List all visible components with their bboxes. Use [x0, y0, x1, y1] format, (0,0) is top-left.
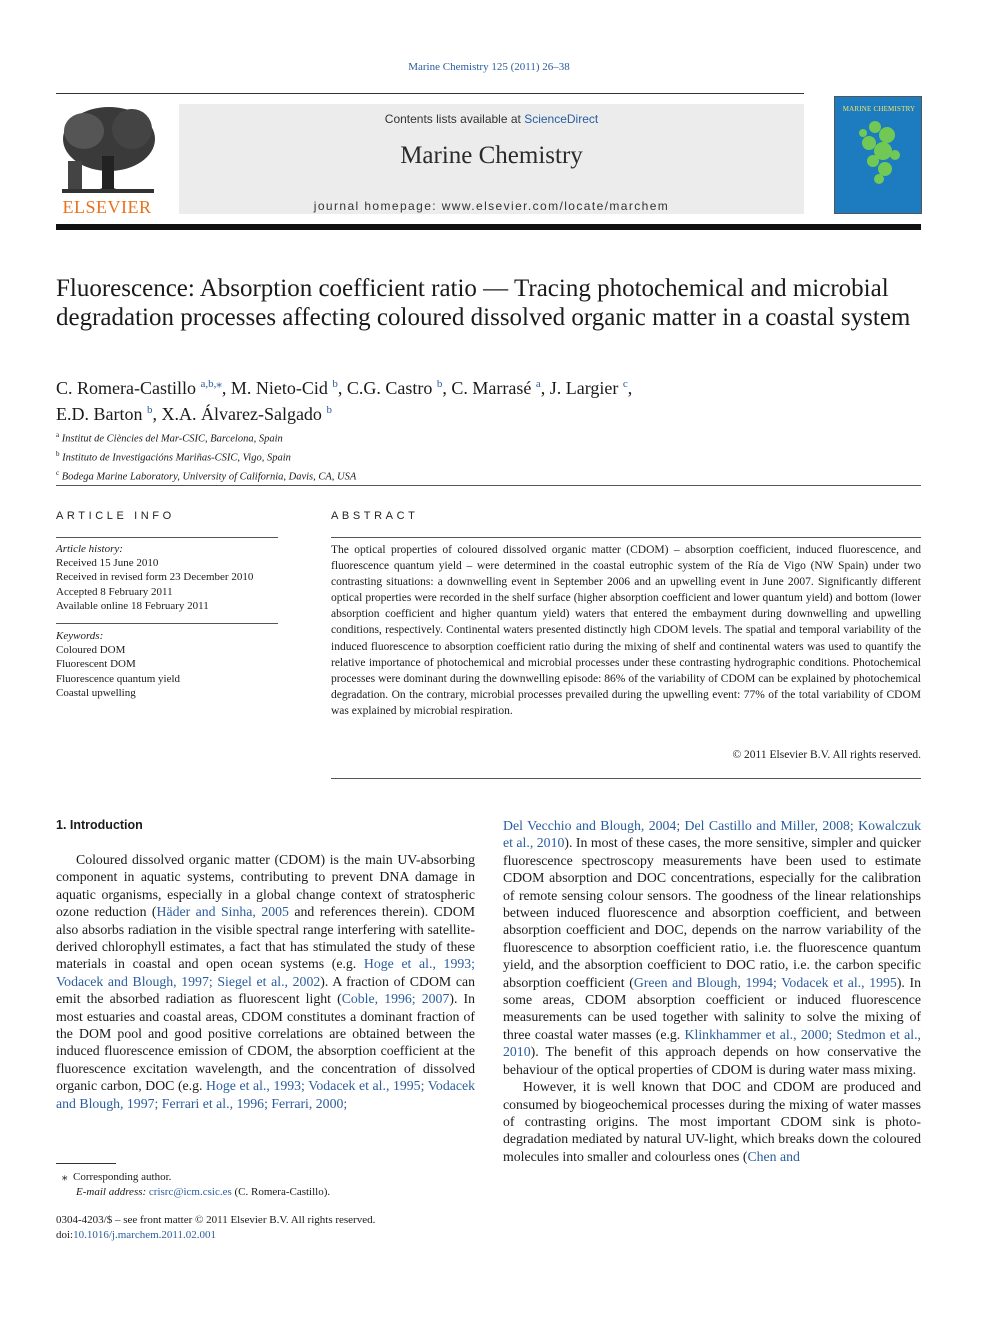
keyword-item: Fluorescent DOM	[56, 658, 136, 671]
author-separator: ,	[337, 378, 347, 398]
paragraph	[503, 1078, 921, 1165]
author-separator: ,	[442, 378, 452, 398]
affiliations	[56, 428, 356, 485]
abstract-rule	[331, 778, 921, 779]
doi-line	[56, 1228, 375, 1243]
affiliation-mark: c	[56, 469, 60, 477]
affiliation-mark: b	[56, 450, 60, 458]
journal-cover-image	[834, 96, 922, 214]
footnote-mark: ⁎	[62, 1171, 68, 1183]
section-heading-introduction: 1. Introduction	[56, 818, 143, 832]
author-affiliation-mark[interactable]: b	[332, 378, 338, 390]
author-separator: ,	[627, 378, 633, 398]
body-text: ). The benefit of this approach depends on how conservative the behaviour of the optical properties of CDOM is during water mass mixing.	[503, 1044, 921, 1077]
author-name[interactable]: M. Nieto-Cid	[230, 378, 328, 398]
affiliation-text: Bodega Marine Laboratory, University of California, Davis, CA, USA	[61, 471, 357, 483]
journal-banner	[179, 104, 804, 214]
history-item: Received in revised form 23 December 2010	[56, 571, 254, 584]
affiliation-item	[56, 428, 356, 447]
author-affiliation-mark[interactable]: c	[622, 378, 628, 390]
author-name[interactable]: C.G. Castro	[346, 378, 433, 398]
email-link[interactable]: crisrc@icm.csic.es	[148, 1186, 232, 1198]
footnote-line	[62, 1170, 330, 1185]
journal-homepage[interactable]: journal homepage: www.elsevier.com/locate/marchem	[313, 199, 670, 213]
author-name[interactable]: J. Largier	[549, 378, 619, 398]
body-text: However, it is well known that DOC and CDOM are produced and consumed by biogeochemical processes during the mixing of water masses of contrasting origins. The most important CDOM sink is photo-degradation mediated by natural UV-light, which breaks down the coloured molecules into smaller and colourless ones (	[503, 1079, 921, 1164]
affiliation-item	[56, 447, 356, 466]
abstract-rule	[331, 537, 921, 538]
journal-name: Marine Chemistry	[400, 142, 583, 169]
body-text: ). A fraction of CDOM can emit the absorbed radiation as fluorescent light (	[56, 973, 476, 1007]
issn-line: 0304-4203/$ – see front matter © 2011 Elsevier B.V. All rights reserved.	[56, 1214, 376, 1226]
keywords	[56, 629, 180, 700]
reference-link[interactable]: Hoge et al., 1993; Vodacek and Blough, 1997; Siegel et al., 2002	[56, 956, 475, 989]
keyword-item: Fluorescence quantum yield	[56, 672, 181, 685]
cover-title: MARINE CHEMISTRY	[842, 105, 916, 113]
front-matter	[56, 1213, 375, 1243]
sciencedirect-link[interactable]: ScienceDirect	[524, 112, 599, 126]
author-separator: ,	[221, 378, 231, 398]
affiliation-text: Instituto de Investigacións Mariñas-CSIC, Vigo, Spain	[62, 452, 291, 464]
email-owner: (C. Romera-Castillo).	[234, 1186, 331, 1198]
history-label: Article history:	[56, 543, 123, 555]
footnote-line	[62, 1185, 330, 1200]
reference-link[interactable]: Klinkhammer et al., 2000; Stedmon et al., 2010	[503, 1026, 921, 1060]
article-title: Fluorescence: Absorption coefficient ratio — Tracing photochemical and microbial degradation processes affecting coloured dissolved organic matter in a coastal system	[56, 275, 911, 331]
history-item: Available online 18 February 2011	[56, 599, 209, 612]
body-text: ). In most of these cases, the more sensitive, simpler and quicker fluorescence spectroscopy measurements have been used to estimate CDOM absorption and DOC concentrations, especially for the calibration of remote sensing colour sensors. The goodness of the linear relationships between induced fluorescence and absorption coefficient, and between absorption coefficient and DOC, depends on the narrow variability of the fluorescence to absorption coefficient ratio, i.e. the fluorescence quantum yield, and the absorption coefficient to DOC ratio, i.e. the carbon specific absorption coefficient (	[503, 835, 921, 990]
body-text: and references therein). CDOM also absorbs radiation in the visible spectral range interfering with satellite-derived chlorophyll estimates, a fact that has stimulated the study of these materials in coastal and open ocean systems (e.g.	[56, 904, 475, 972]
affiliation-text: Institut de Ciències del Mar-CSIC, Barcelona, Spain	[61, 433, 283, 445]
reference-link[interactable]: Chen and	[747, 1148, 800, 1164]
author-name[interactable]: E.D. Barton	[56, 404, 143, 424]
history-item: Received 15 June 2010	[56, 557, 159, 570]
author-affiliation-mark[interactable]: b	[436, 378, 443, 390]
elsevier-wordmark: ELSEVIER	[62, 197, 152, 217]
article-info-heading: ARTICLE INFO	[56, 510, 175, 522]
contents-availability	[179, 112, 804, 126]
contents-prefix: Contents lists available at	[384, 112, 525, 126]
header-rule	[56, 93, 804, 94]
keyword-item: Coastal upwelling	[56, 686, 136, 699]
email-label: E-mail address:	[76, 1186, 147, 1198]
paragraph	[503, 817, 921, 1078]
author-affiliation-mark[interactable]: b	[326, 404, 332, 416]
header-thick-rule	[56, 224, 921, 230]
reference-link[interactable]: Coble, 1996; 2007	[341, 991, 450, 1007]
abstract-copyright: © 2011 Elsevier B.V. All rights reserved.	[732, 749, 921, 761]
reference-link[interactable]: Hoge et al., 1993; Vodacek et al., 1995; Vodacek and Blough, 1997; Ferrari et al., 1996; Ferrari, 2000;	[56, 1078, 475, 1111]
body-text: ). In some areas, CDOM absorption coefficient or induced fluorescence measurements can be used together with salinity to solve the mixing of three coastal water masses (e.g.	[503, 974, 921, 1042]
article-history	[56, 542, 253, 613]
keyword-item: Coloured DOM	[56, 644, 126, 657]
author-name[interactable]: C. Romera-Castillo	[56, 378, 196, 398]
abstract-text: The optical properties of coloured dissolved organic matter (CDOM) – absorption coefficient, induced fluorescence, and fluorescence quantum yield – were determined in the coastal eutrophic system of the Ría de Vigo (NW Spain) under two contrasting situations: a downwelling event in September 2006 and an upwelling event in June 2007. Significantly different optical properties were recorded in the shelf surface (higher absorption coefficient and lower quantum yield) and bottom (lower absorption coefficient and higher quantum yield) waters that entered the embayment during downwelling and upwelling conditions, respectively. Continental waters presented distinctly high CDOM levels. The spatial and temporal variability of the induced fluorescence to absorption coefficient ratio during the mixing of shelf and continental waters was used to quantify the relative importance of photochemical and microbial processes under these contrasting hydrographic conditions. Photochemical processes were dominant during the downwelling episode: 86% of the variability of CDOM can be explained by photochemical degradation. On the contrary, microbial processes prevailed during the upwelling event: 77% of the total variability of CDOM was explained by microbial respiration.	[331, 544, 921, 717]
body-text: Coloured dissolved organic matter (CDOM) is the main UV-absorbing component in aquatic systems, contributing to prevent DNA damage in aquatic organisms, especially in a global change context of stratospheric ozone reduction (	[56, 852, 475, 920]
body-column-right	[503, 817, 921, 1165]
reference-link[interactable]: Green and Blough, 1994; Vodacek et al., 1995	[633, 974, 897, 990]
author-affiliation-mark[interactable]: a	[535, 378, 541, 390]
author-affiliation-mark[interactable]: a,b,⁎	[200, 378, 222, 390]
section-rule	[56, 485, 921, 486]
footnote-rule	[56, 1163, 116, 1164]
author-separator: ,	[152, 404, 162, 424]
doi-link[interactable]: 10.1016/j.marchem.2011.02.001	[73, 1229, 217, 1241]
corresponding-author-footnote	[62, 1170, 330, 1200]
affiliation-item	[56, 466, 356, 485]
article-info-rule	[56, 537, 278, 538]
body-column-left	[56, 851, 475, 1112]
history-item: Accepted 8 February 2011	[56, 585, 173, 598]
author-affiliation-mark[interactable]: b	[146, 404, 153, 416]
journal-citation[interactable]: Marine Chemistry 125 (2011) 26–38	[408, 61, 570, 73]
reference-link[interactable]: Häder and Sinha, 2005	[156, 904, 289, 920]
keywords-label: Keywords:	[56, 630, 104, 642]
reference-link[interactable]: Del Vecchio and Blough, 2004; Del Castillo and Miller, 2008; Kowalczuk et al., 2010	[503, 818, 921, 851]
affiliation-mark: a	[56, 431, 60, 439]
footnote-corresponding: Corresponding author.	[73, 1171, 172, 1183]
author-separator: ,	[540, 378, 550, 398]
author-name[interactable]: X.A. Álvarez-Salgado	[161, 404, 322, 424]
doi-prefix: doi:	[56, 1229, 74, 1241]
author-name[interactable]: C. Marrasé	[451, 378, 532, 398]
abstract-heading: ABSTRACT	[331, 510, 419, 522]
cover-artwork	[835, 97, 922, 214]
article-info-rule	[56, 623, 278, 624]
author-list	[56, 373, 922, 425]
body-text: ). In most estuaries and coastal areas, CDOM constitutes a dominant fraction of the DOM pool and good positive correlations are obtained between the induced fluorescence emission of CDOM, the absorption coefficient at the fluorescence excitation wavelength, and the concentration of dissolved organic carbon, DOC (e.g.	[56, 991, 475, 1094]
